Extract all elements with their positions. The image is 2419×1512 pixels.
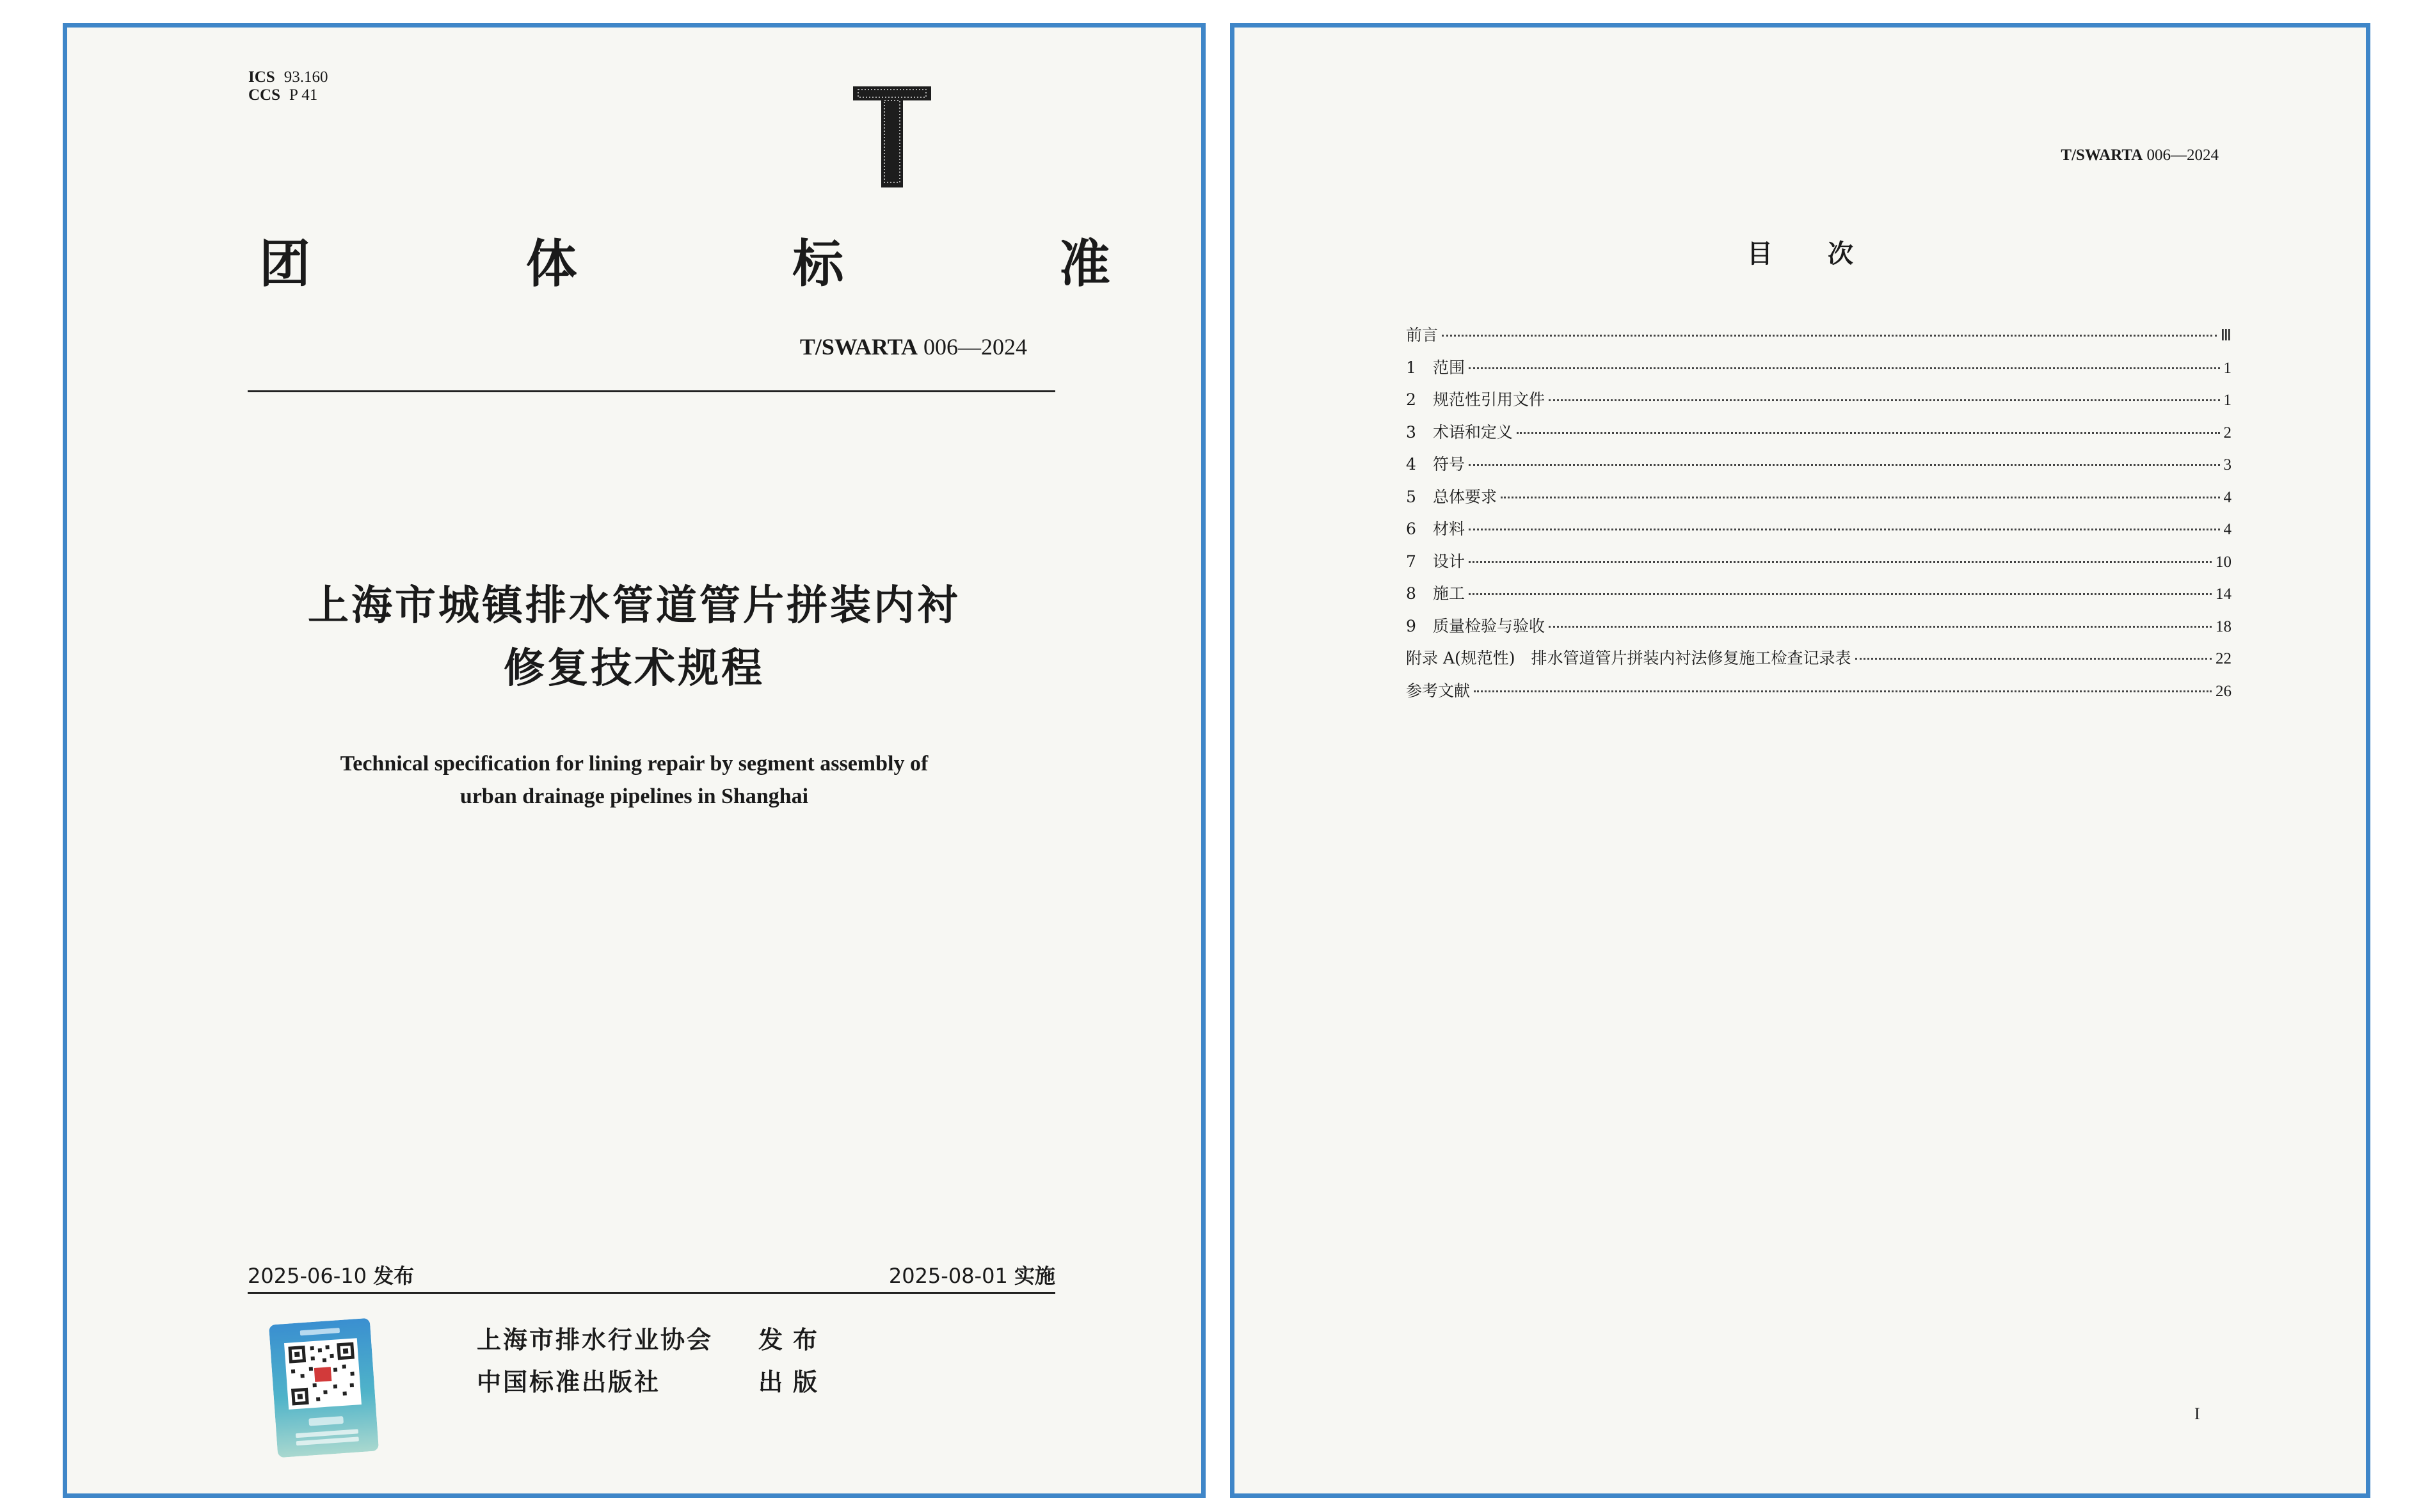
toc-entry-bibliography[interactable] <box>1406 675 2231 708</box>
toc-entry-normative-references[interactable] <box>1406 384 2231 417</box>
toc-entry-construction[interactable] <box>1406 578 2231 610</box>
english-title <box>67 747 1201 813</box>
ccs-label: CCS <box>248 86 281 104</box>
ccs-value: P 41 <box>289 86 318 104</box>
publisher-name: 上海市排水行业协会 <box>477 1326 714 1354</box>
toc-leader-dots <box>1469 529 2219 530</box>
standard-number <box>800 333 1027 360</box>
toc-page: 26 <box>2215 682 2231 700</box>
publisher-name: 中国标准出版社 <box>477 1368 661 1396</box>
toc-entry-appendix-a[interactable] <box>1406 642 2231 675</box>
toc-label: 总体要求 <box>1433 487 1497 506</box>
toc-number: 1 <box>1406 358 1416 377</box>
footer-divider <box>248 1292 1055 1294</box>
header-number: 006—2024 <box>2146 147 2219 164</box>
toc-number: 9 <box>1406 616 1416 635</box>
toc-entry-symbols[interactable] <box>1406 449 2231 481</box>
toc-page: 4 <box>2223 488 2231 506</box>
english-title-line: Technical specification for lining repair by segment assembly of <box>340 752 929 776</box>
toc-leader-dots <box>1474 690 2212 692</box>
contents-page <box>1230 23 2370 1498</box>
org-title-char: 准 <box>1058 234 1110 294</box>
toc-page: 14 <box>2215 585 2231 603</box>
standard-prefix: T/SWARTA <box>799 334 918 360</box>
chinese-title-line: 上海市城镇排水管道管片拼装内衬 <box>308 582 961 630</box>
toc-label: 前言 <box>1406 326 1439 344</box>
toc-number: 5 <box>1406 487 1416 506</box>
toc-entry-general-requirements[interactable] <box>1406 481 2231 514</box>
toc-number: 3 <box>1406 422 1416 442</box>
publisher-row <box>477 1361 827 1403</box>
org-title-char: 标 <box>792 234 844 294</box>
toc-leader-dots <box>1549 399 2219 401</box>
implement-date: 2025-08-01 <box>888 1264 1008 1288</box>
toc-leader-dots <box>1469 367 2219 369</box>
toc-label: 附录 A(规范性) 排水管道管片拼装内衬法修复施工检查记录表 <box>1406 649 1851 667</box>
toc-label: 参考文献 <box>1406 681 1471 700</box>
ics-value: 93.160 <box>283 68 328 86</box>
org-title-char: 体 <box>525 234 577 294</box>
chinese-title <box>67 575 1201 700</box>
toc-page: 18 <box>2215 617 2231 635</box>
org-title-char: 团 <box>259 234 310 294</box>
standard-number-value: 006—2024 <box>923 334 1027 360</box>
issue-date-block <box>248 1260 414 1289</box>
contents-title: 目次 <box>1747 239 1908 269</box>
toc-number: 2 <box>1406 390 1416 409</box>
ics-label: ICS <box>248 68 275 86</box>
toc-label: 材料 <box>1433 520 1465 538</box>
publishers <box>477 1319 827 1403</box>
toc-entry-terms[interactable] <box>1406 417 2231 449</box>
toc-number: 6 <box>1406 520 1416 538</box>
toc-leader-dots <box>1469 464 2219 466</box>
toc-leader-dots <box>1442 335 2217 337</box>
toc-page: 10 <box>2215 553 2231 571</box>
implement-date-block <box>889 1260 1055 1289</box>
toc-label: 施工 <box>1433 584 1465 603</box>
publisher-row <box>477 1319 827 1361</box>
toc-list <box>1406 319 2231 707</box>
toc-label: 设计 <box>1433 552 1465 571</box>
toc-leader-dots <box>1501 497 2219 498</box>
implement-label: 实施 <box>1014 1264 1055 1288</box>
toc-label: 符号 <box>1433 455 1465 473</box>
toc-number: 4 <box>1406 455 1416 473</box>
date-row <box>248 1260 1055 1289</box>
org-standard-heading <box>259 223 1110 296</box>
issue-label: 发布 <box>373 1264 415 1288</box>
toc-page: 2 <box>2223 424 2231 442</box>
ccs-code <box>248 86 328 104</box>
header-prefix: T/SWARTA <box>2061 147 2143 164</box>
toc-number: 7 <box>1406 552 1416 571</box>
toc-entry-quality-inspection[interactable] <box>1406 610 2231 643</box>
issue-date: 2025-06-10 <box>248 1264 367 1288</box>
chinese-title-line: 修复技术规程 <box>504 645 765 692</box>
toc-page: 3 <box>2223 456 2231 473</box>
toc-page: 1 <box>2223 359 2231 377</box>
publisher-action: 出版 <box>758 1368 828 1396</box>
toc-leader-dots <box>1469 561 2212 563</box>
toc-page: 4 <box>2223 521 2231 538</box>
toc-leader-dots <box>1517 432 2219 434</box>
qr-code-sticker <box>269 1318 379 1458</box>
classification-codes <box>248 68 328 104</box>
english-title-line: urban drainage pipelines in Shanghai <box>459 784 809 808</box>
toc-page: 22 <box>2215 650 2231 667</box>
toc-number: 8 <box>1406 584 1416 603</box>
toc-entry-foreword[interactable] <box>1406 319 2231 352</box>
toc-entry-design[interactable] <box>1406 546 2231 578</box>
toc-entry-scope[interactable] <box>1406 352 2231 385</box>
t-standard-logo <box>853 86 931 187</box>
header-divider <box>248 390 1055 392</box>
cover-page <box>63 23 1206 1498</box>
toc-page: Ⅲ <box>2220 327 2231 344</box>
publisher-action: 发布 <box>758 1326 828 1354</box>
ics-code <box>248 68 328 86</box>
toc-leader-dots <box>1469 593 2212 595</box>
running-header <box>2061 147 2219 164</box>
toc-label: 质量检验与验收 <box>1433 616 1545 635</box>
toc-leader-dots <box>1549 626 2212 628</box>
toc-label: 术语和定义 <box>1433 422 1513 442</box>
toc-label: 范围 <box>1433 358 1465 377</box>
toc-entry-materials[interactable] <box>1406 513 2231 546</box>
toc-label: 规范性引用文件 <box>1433 390 1545 409</box>
toc-page: 1 <box>2223 392 2231 409</box>
page-number: I <box>2194 1405 2200 1423</box>
toc-leader-dots <box>1855 658 2212 660</box>
